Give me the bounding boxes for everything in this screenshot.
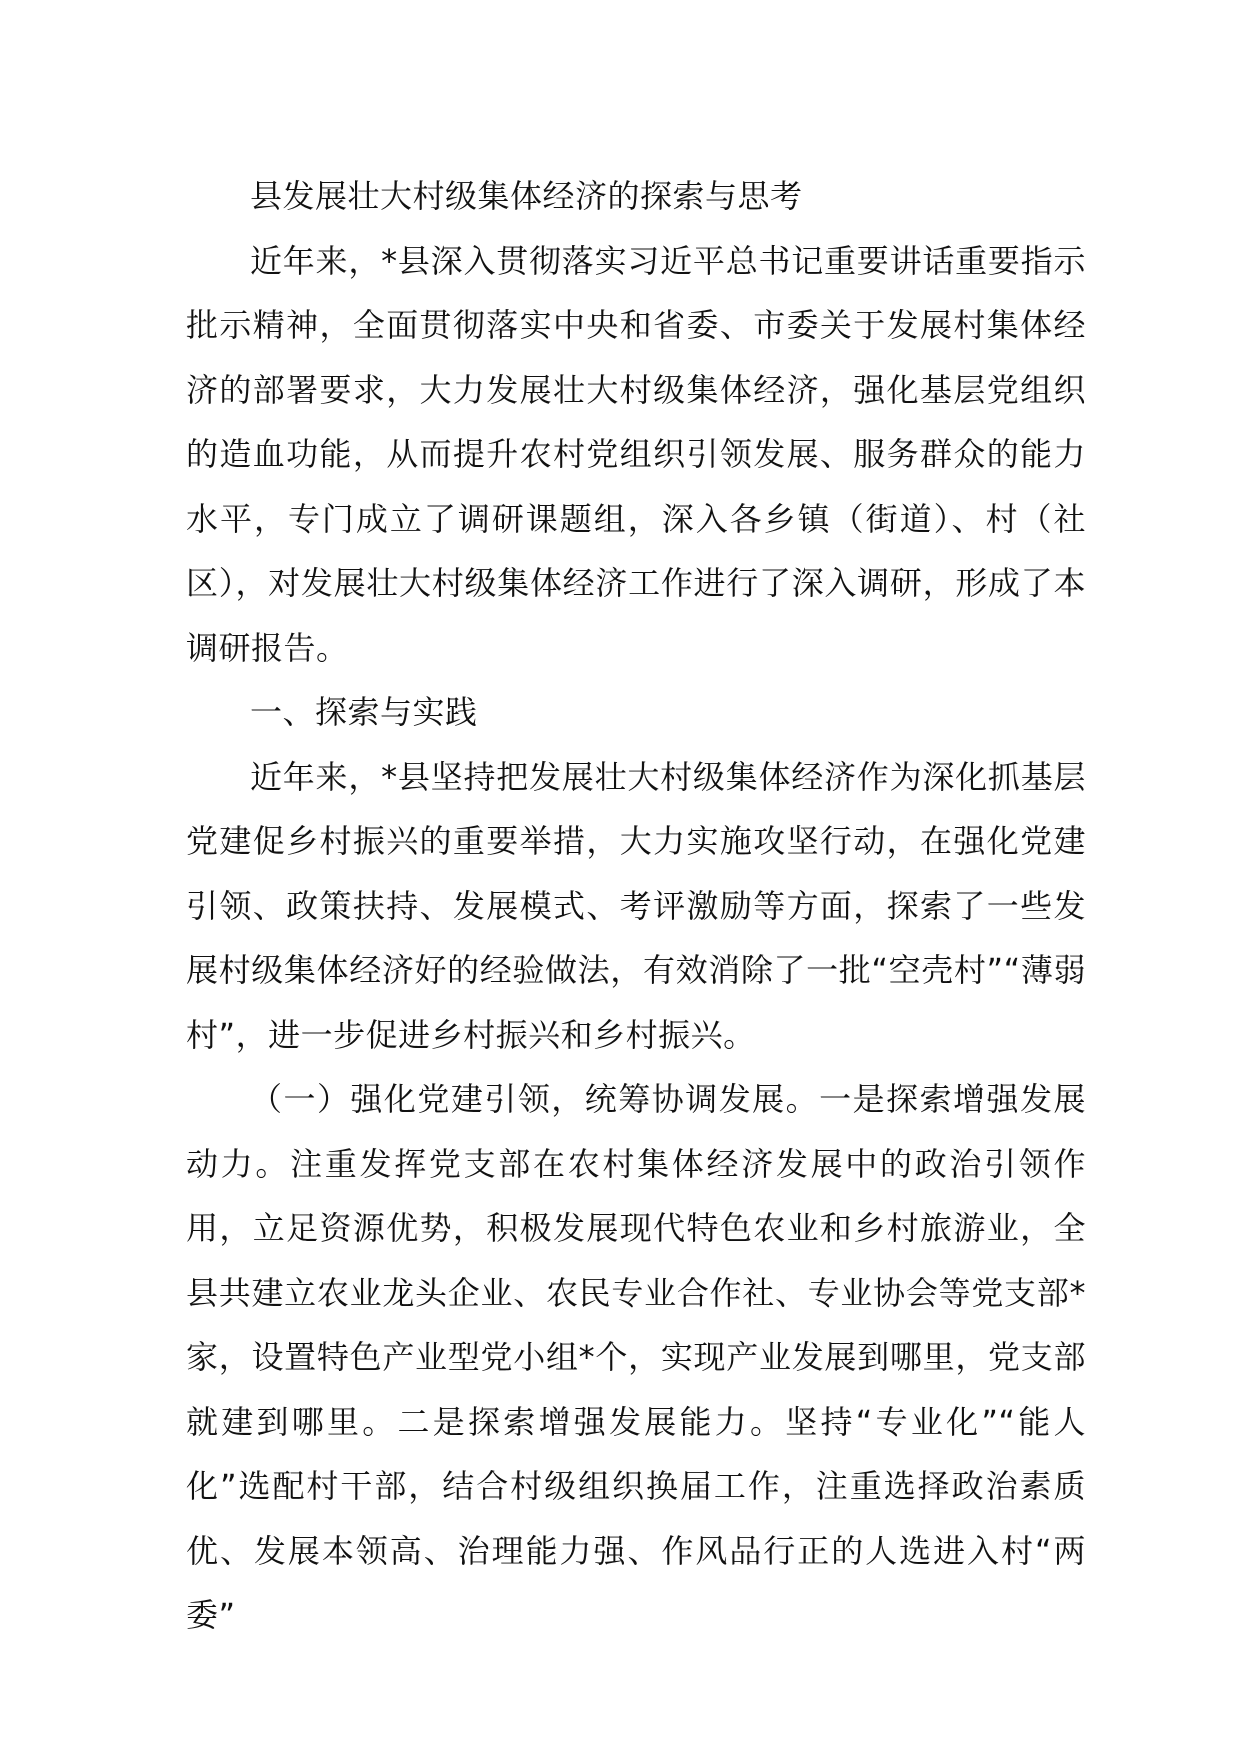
document-body bbox=[186, 164, 1086, 1648]
section-heading: 一、探索与实践 bbox=[250, 693, 478, 731]
paragraph-party-leadership: （一）强化党建引领，统筹协调发展。一是探索增强发展动力。注重发挥党支部在农村集体经济发展中的政治引领作用，立足资源优势，积极发展现代特色农业和乡村旅游业，全县共建立农业龙头企业、农民专业合作社、专业协会等党支部*家，设置特色产业型党小组*个，实现产业发展到哪里，党支部就建到哪里。二是探索增强发展能力。坚持“专业化”“能人化”选配村干部，结合村级组织换届工作，注重选择政治素质优、发展本领高、治理能力强、作风品行正的人选进入村“两委” bbox=[186, 1080, 1086, 1634]
paragraph-practice: 近年来，*县坚持把发展壮大村级集体经济作为深化抓基层党建促乡村振兴的重要举措，大力实施攻坚行动，在强化党建引领、政策扶持、发展模式、考评激励等方面，探索了一些发展村级集体经济好的经验做法，有效消除了一批“空壳村”“薄弱村”，进一步促进乡村振兴和乡村振兴。 bbox=[186, 757, 1086, 1054]
paragraph-intro: 近年来，*县深入贯彻落实习近平总书记重要讲话重要指示批示精神，全面贯彻落实中央和省委、市委关于发展村集体经济的部署要求，大力发展壮大村级集体经济，强化基层党组织的造血功能，从而提升农村党组织引领发展、服务群众的能力水平，专门成立了调研课题组，深入各乡镇（街道）、村（社区），对发展壮大村级集体经济工作进行了深入调研，形成了本调研报告。 bbox=[186, 241, 1086, 667]
document-title: 县发展壮大村级集体经济的探索与思考 bbox=[250, 177, 803, 215]
